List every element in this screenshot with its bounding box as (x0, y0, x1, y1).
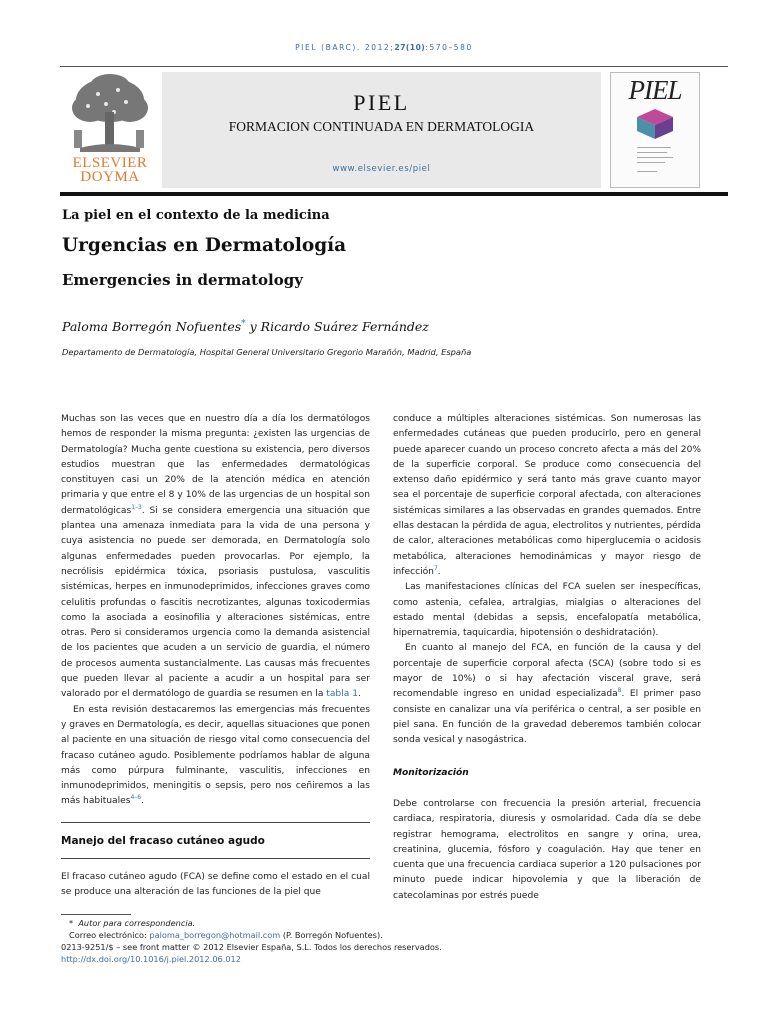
author-1: Paloma Borregón Nofuentes (62, 319, 242, 335)
journal-banner (162, 72, 601, 188)
corresponding-author-mark[interactable]: * (241, 319, 246, 329)
article-authors (62, 319, 429, 334)
body-column-left (61, 412, 370, 810)
paragraph: Debe controlarse con frecuencia la presión arterial, frecuencia cardiaca, respiratoria, diuresis y osmolaridad. Cada día se debe registrar hemograma, electrolitos en sangre y orina, urea, creatinina, glucemia, fósforo y coagulación. Hay que tener en cuenta que una frecuencia cardiaca superior a 120 pulsaciones por minuto puede indicar hipovolemia y que la liberación de catecolaminas por estrés puede (393, 799, 701, 901)
doi-link[interactable]: http://dx.doi.org/10.1016/j.piel.2012.06.012 (61, 954, 241, 964)
publisher-name-line2: DOYMA (80, 169, 140, 185)
cover-cube-icon (635, 107, 675, 141)
paragraph: En esta revisión destacaremos las emergencias más frecuentes y graves en Dermatología, es decir, aquellas situaciones que ponen al paciente en una situación de riesgo vital como consecuencia del fracaso cutáneo agudo. Posiblemente podríamos hablar de alguna más como púrpura fulminante, vasculitis, infecciones en inmunodeprimidos, meningitis o sepsis, pero nos ceñiremos a las más habituales$^{4-6}$. (61, 704, 371, 807)
header-top-rule (60, 66, 728, 67)
citation-link[interactable]: 4–6 (130, 794, 142, 802)
journal-url-link[interactable]: www.elsevier.es/piel (332, 164, 431, 174)
body-column-right-continued (393, 797, 701, 904)
paragraph: En cuanto al manejo del FCA, en función de la causa y del porcentaje de superficie corporal afecta (SCA) (sobre todo si es mayor de 10%) o si hay afectación visceral grave, será recomendable ingreso en unidad especializada$^8$. El primer paso consiste en canalizar una vía periférica o central, a ser posible en piel sana. En función de la gravedad deberemos también colocar sonda vesical y nasogástrica. (393, 643, 701, 746)
journal-subtitle: FORMACION CONTINUADA EN DERMATOLOGIA (228, 119, 535, 134)
body-column-left-continued (61, 870, 370, 901)
copyright-line: 0213-9251/$ – see front matter © 2012 Elsevier España, S.L. Todos los derechos reservados. (61, 942, 442, 952)
subsection-heading: Monitorización (393, 768, 469, 778)
journal-cover-thumbnail (610, 72, 700, 188)
journal-ref-volume: 27(10) (394, 43, 426, 52)
author-join: y (245, 319, 261, 335)
table-link[interactable]: tabla 1 (326, 689, 358, 700)
journal-ref-pages: :570–580 (425, 43, 473, 52)
paragraph: El fracaso cutáneo agudo (FCA) se define como el estado en el cual se produce una alteración de las funciones de la piel que (61, 872, 370, 898)
footnote-email: Correo electrónico: paloma_borregon@hotmail.com (P. Borregón Nofuentes). (69, 930, 383, 940)
paragraph: Las manifestaciones clínicas del FCA suelen ser inespecíficas, como astenia, cefalea, artralgias, mialgias o alteraciones del estado mental (debidas a sepsis, encefalopatía metabólica, hipernatremia, taquicardia, hipotensión o deshidratación). (393, 582, 701, 639)
section-rule-top (61, 822, 370, 823)
citation-link[interactable]: 8 (617, 687, 622, 695)
footnote-rule (61, 914, 131, 915)
email-link[interactable]: paloma_borregon@hotmail.com (149, 930, 281, 940)
cover-title: PIEL (628, 75, 682, 105)
publisher-logo (60, 72, 160, 188)
article-title-spanish: Urgencias en Dermatología (62, 235, 347, 256)
publisher-name-line1: ELSEVIER (72, 155, 148, 171)
section-heading: Manejo del fracaso cutáneo agudo (61, 835, 265, 847)
section-rule-bottom (61, 858, 370, 859)
citation-link[interactable]: 7 (433, 564, 438, 572)
paragraph: conduce a múltiples alteraciones sistémicas. Son numerosas las enfermedades cutáneas que pueden producirlo, pero en general puede aparecer cuando un proceso concreto afecta a más del 20% de la superficie corporal. Se produce como consecuencia del extenso daño epidérmico y será tanto más grave cuanto mayor sea el porcentaje de superficie corporal afectada, con alteraciones sistémicas similares a las observadas en grandes quemados. Entre ellas destacan la pérdida de agua, electrolitos y nutrientes, pérdida de calor, alteraciones metabólicas como hiperglucemia o acidosis metabólica, alteraciones hemodinámicas y mayor riesgo de infección$^7$. (393, 414, 701, 577)
citation-link[interactable]: 1–3 (131, 503, 142, 511)
footnote-mark: * (69, 918, 74, 928)
body-column-right (393, 412, 701, 749)
journal-title: PIEL (353, 90, 410, 115)
article-title-english: Emergencies in dermatology (62, 271, 303, 289)
author-affiliation: Departamento de Dermatología, Hospital General Universitario Gregorio Marañón, Madrid, España (62, 347, 472, 357)
footnote-corresponding-author: * Autor para correspondencia. (69, 918, 196, 928)
journal-ref-prefix: PIEL (BARC). 2012; (295, 43, 395, 52)
elsevier-tree-icon (60, 72, 160, 156)
journal-reference (0, 43, 768, 52)
header-bottom-rule (60, 192, 728, 196)
paragraph: Muchas son las veces que en nuestro día a día los dermatólogos hemos de responder la misma pregunta: ¿existen las urgencias de Dermatología? Mucha gente cuestiona su existencia, pero diversos estudios muestran que las enfermedades dermatológicas constituyen casi un 20% de la atención médica en atención primaria y que entre el 8 y 10% de las urgencias de un hospital son dermatológicas$^{1-3}$. Si se considera emergencia una situación que plantea una amenaza inmediata para la vida de una persona y cuya asistencia no puede ser demorada, en Dermatología solo algunas enfermedades pueden provocarlas. Por ejemplo, la necrólisis epidérmica tóxica, psoriasis pustulosa, vasculitis sistémicas, herpes en inmunodeprimidos, infecciones graves como celulitis profundas o fascitis necrotizantes, algunas toxicodermias como la asociada a eosinofilia y alteraciones sistémicas, entre otras. Pero si consideramos urgencia como la demanda asistencial de los pacientes que acuden a un servicio de guardia, el número de procesos aumenta sustancialmente. Las causas más frecuentes que pueden llevar al paciente a acudir a un hospital para ser valorado por el dermatólogo de guardia se resumen en la tabla 1. (61, 414, 370, 700)
article-section-label: La piel en el contexto de la medicina (62, 208, 330, 223)
author-2: Ricardo Suárez Fernández (260, 319, 429, 335)
